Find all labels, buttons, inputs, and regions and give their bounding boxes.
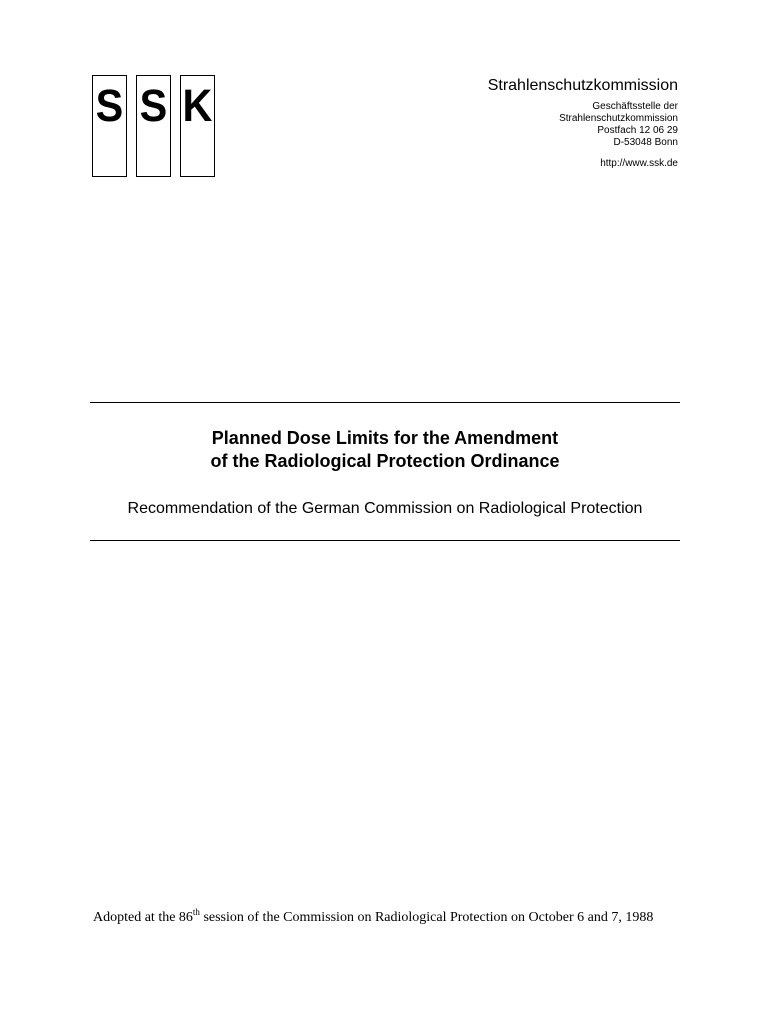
organization-header: [488, 76, 678, 170]
organization-name: Strahlenschutzkommission: [487, 77, 678, 94]
document-subtitle: Recommendation of the German Commission on Radiological Protection: [127, 500, 643, 517]
top-divider: [90, 402, 680, 403]
adoption-note: [93, 909, 683, 927]
address-line-3: Postfach 12 06 29: [597, 125, 678, 136]
bottom-divider: [90, 540, 680, 541]
adoption-suffix: session of the Commission on Radiological Protection on October 6 and 7, 1988: [199, 910, 654, 925]
address-line-1: Geschäftsstelle der: [592, 101, 678, 112]
website-url[interactable]: http://www.ssk.de: [600, 158, 678, 169]
logo-letter-3: K: [182, 80, 213, 131]
adoption-ordinal-suffix: th: [192, 907, 200, 917]
address-line-2: Strahlenschutzkommission: [559, 113, 678, 124]
adoption-prefix: Adopted at the 86: [93, 910, 193, 925]
address-line-4: D-53048 Bonn: [613, 137, 678, 148]
document-title: [90, 427, 680, 473]
logo-box-3: [180, 75, 215, 177]
ssk-logo: [92, 75, 217, 179]
logo-box-1: [92, 75, 127, 177]
title-line-2: of the Radiological Protection Ordinance: [210, 451, 560, 471]
title-line-1: Planned Dose Limits for the Amendment: [211, 428, 559, 448]
logo-box-2: [136, 75, 171, 177]
logo-letter-1: S: [95, 80, 124, 131]
logo-letter-2: S: [139, 80, 168, 131]
